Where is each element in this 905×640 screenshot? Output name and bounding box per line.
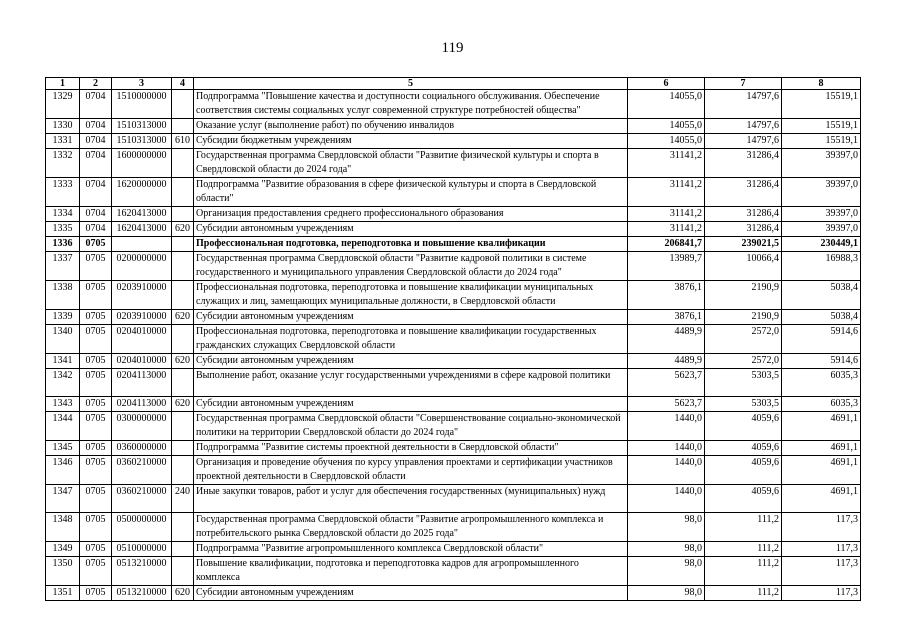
target-article-cell: 1510313000	[112, 119, 172, 134]
item-name-cell: Субсидии автономным учреждениям	[194, 310, 628, 325]
amount-cell-col8: 5914,6	[782, 354, 861, 369]
expense-type-cell	[172, 369, 194, 397]
row-number-cell: 1336	[46, 237, 80, 252]
target-article-cell: 0203910000	[112, 310, 172, 325]
section-code-cell: 0704	[80, 119, 112, 134]
target-article-cell: 0513210000	[112, 586, 172, 601]
item-name-cell: Подпрограмма "Повышение качества и доступности социального обслуживания. Обеспечение соответствия системы социальных услуг современной структуре потребностей общества"	[194, 90, 628, 119]
section-code-cell: 0705	[80, 252, 112, 281]
item-name-cell: Субсидии автономным учреждениям	[194, 222, 628, 237]
row-number-cell: 1333	[46, 178, 80, 207]
amount-cell-col7: 2572,0	[705, 354, 782, 369]
expense-type-cell	[172, 412, 194, 441]
amount-cell-col6: 31141,2	[628, 149, 705, 178]
item-name-cell: Иные закупки товаров, работ и услуг для обеспечения государственных (муниципальных) нужд	[194, 485, 628, 513]
amount-cell-col8: 15519,1	[782, 134, 861, 149]
row-number-cell: 1329	[46, 90, 80, 119]
row-number-cell: 1330	[46, 119, 80, 134]
expense-type-cell	[172, 237, 194, 252]
amount-cell-col8: 117,3	[782, 542, 861, 557]
row-number-cell: 1332	[46, 149, 80, 178]
amount-cell-col8: 6035,3	[782, 397, 861, 412]
amount-cell-col7: 111,2	[705, 557, 782, 586]
amount-cell-col8: 5038,4	[782, 281, 861, 310]
expense-type-cell: 620	[172, 222, 194, 237]
row-number-cell: 1347	[46, 485, 80, 513]
table-row	[46, 90, 861, 119]
amount-cell-col7: 111,2	[705, 542, 782, 557]
amount-cell-col6: 98,0	[628, 513, 705, 542]
amount-cell-col8: 15519,1	[782, 119, 861, 134]
section-code-cell: 0705	[80, 354, 112, 369]
amount-cell-col7: 111,2	[705, 513, 782, 542]
amount-cell-col8: 6035,3	[782, 369, 861, 397]
section-code-cell: 0705	[80, 397, 112, 412]
amount-cell-col7: 4059,6	[705, 441, 782, 456]
amount-cell-col6: 1440,0	[628, 441, 705, 456]
table-row	[46, 557, 861, 586]
expense-type-cell	[172, 542, 194, 557]
item-name-cell: Организация предоставления среднего профессионального образования	[194, 207, 628, 222]
page-number: 119	[441, 40, 464, 56]
expense-type-cell	[172, 281, 194, 310]
amount-cell-col7: 14797,6	[705, 134, 782, 149]
amount-cell-col7: 2190,9	[705, 281, 782, 310]
amount-cell-col7: 2190,9	[705, 310, 782, 325]
amount-cell-col8: 4691,1	[782, 456, 861, 485]
header-cell: 4	[172, 78, 194, 90]
item-name-cell: Организация и проведение обучения по курсу управления проектами и сертификации участников проектной деятельности в Свердловской области	[194, 456, 628, 485]
section-code-cell: 0705	[80, 456, 112, 485]
table-row	[46, 485, 861, 513]
item-name-cell: Профессиональная подготовка, переподготовка и повышение квалификации государственных гражданских служащих Свердловской области	[194, 325, 628, 354]
amount-cell-col6: 31141,2	[628, 222, 705, 237]
section-code-cell: 0705	[80, 485, 112, 513]
amount-cell-col8: 15519,1	[782, 90, 861, 119]
section-code-cell: 0705	[80, 310, 112, 325]
item-name-cell: Субсидии автономным учреждениям	[194, 586, 628, 601]
amount-cell-col8: 117,3	[782, 557, 861, 586]
row-number-cell: 1346	[46, 456, 80, 485]
header-cell: 6	[628, 78, 705, 90]
expense-type-cell	[172, 119, 194, 134]
item-name-cell: Государственная программа Свердловской области "Развитие физической культуры и спорта в Свердловской области до 2024 года"	[194, 149, 628, 178]
amount-cell-col7: 5303,5	[705, 369, 782, 397]
table-row	[46, 237, 861, 252]
target-article-cell: 0360000000	[112, 441, 172, 456]
table-row	[46, 542, 861, 557]
amount-cell-col6: 3876,1	[628, 281, 705, 310]
amount-cell-col6: 5623,7	[628, 369, 705, 397]
expense-type-cell	[172, 252, 194, 281]
section-code-cell: 0705	[80, 325, 112, 354]
section-code-cell: 0704	[80, 149, 112, 178]
section-code-cell: 0704	[80, 90, 112, 119]
item-name-cell: Оказание услуг (выполнение работ) по обучению инвалидов	[194, 119, 628, 134]
table-row	[46, 207, 861, 222]
expense-type-cell	[172, 90, 194, 119]
expense-type-cell	[172, 557, 194, 586]
expense-type-cell	[172, 456, 194, 485]
amount-cell-col7: 31286,4	[705, 222, 782, 237]
item-name-cell: Государственная программа Свердловской области "Совершенствование социально-экономической политики на территории Свердловской области до 2024 года"	[194, 412, 628, 441]
row-number-cell: 1334	[46, 207, 80, 222]
item-name-cell: Профессиональная подготовка, переподготовка и повышение квалификации	[194, 237, 628, 252]
table-row	[46, 222, 861, 237]
expense-type-cell: 620	[172, 354, 194, 369]
amount-cell-col7: 14797,6	[705, 119, 782, 134]
row-number-cell: 1338	[46, 281, 80, 310]
row-number-cell: 1348	[46, 513, 80, 542]
amount-cell-col7: 10066,4	[705, 252, 782, 281]
table-row	[46, 149, 861, 178]
item-name-cell: Профессиональная подготовка, переподготовка и повышение квалификации муниципальных служащих и лиц, замещающих муниципальные должности, в Свердловской области	[194, 281, 628, 310]
section-code-cell: 0705	[80, 281, 112, 310]
amount-cell-col6: 14055,0	[628, 119, 705, 134]
amount-cell-col7: 5303,5	[705, 397, 782, 412]
section-code-cell: 0705	[80, 586, 112, 601]
target-article-cell: 1620413000	[112, 222, 172, 237]
expense-type-cell: 620	[172, 586, 194, 601]
table-row	[46, 586, 861, 601]
budget-table	[45, 77, 861, 601]
table-row	[46, 354, 861, 369]
target-article-cell: 1510000000	[112, 90, 172, 119]
header-cell: 8	[782, 78, 861, 90]
header-cell: 5	[194, 78, 628, 90]
target-article-cell: 0360210000	[112, 456, 172, 485]
amount-cell-col6: 14055,0	[628, 90, 705, 119]
target-article-cell: 0204113000	[112, 369, 172, 397]
header-cell: 3	[112, 78, 172, 90]
section-code-cell: 0704	[80, 178, 112, 207]
amount-cell-col7: 14797,6	[705, 90, 782, 119]
table-row	[46, 119, 861, 134]
row-number-cell: 1344	[46, 412, 80, 441]
expense-type-cell	[172, 149, 194, 178]
section-code-cell: 0704	[80, 207, 112, 222]
amount-cell-col6: 1440,0	[628, 456, 705, 485]
row-number-cell: 1331	[46, 134, 80, 149]
amount-cell-col7: 111,2	[705, 586, 782, 601]
expense-type-cell	[172, 325, 194, 354]
item-name-cell: Субсидии автономным учреждениям	[194, 354, 628, 369]
expense-type-cell: 240	[172, 485, 194, 513]
section-code-cell: 0705	[80, 542, 112, 557]
amount-cell-col7: 2572,0	[705, 325, 782, 354]
expense-type-cell	[172, 513, 194, 542]
target-article-cell	[112, 237, 172, 252]
amount-cell-col8: 117,3	[782, 513, 861, 542]
section-code-cell: 0705	[80, 557, 112, 586]
amount-cell-col7: 31286,4	[705, 149, 782, 178]
amount-cell-col6: 206841,7	[628, 237, 705, 252]
row-number-cell: 1340	[46, 325, 80, 354]
amount-cell-col8: 39397,0	[782, 178, 861, 207]
row-number-cell: 1350	[46, 557, 80, 586]
table-row	[46, 456, 861, 485]
row-number-cell: 1339	[46, 310, 80, 325]
amount-cell-col8: 230449,1	[782, 237, 861, 252]
table-row	[46, 513, 861, 542]
table-row	[46, 281, 861, 310]
amount-cell-col6: 4489,9	[628, 325, 705, 354]
amount-cell-col8: 4691,1	[782, 485, 861, 513]
row-number-cell: 1335	[46, 222, 80, 237]
target-article-cell: 0204010000	[112, 354, 172, 369]
expense-type-cell	[172, 441, 194, 456]
section-code-cell: 0705	[80, 441, 112, 456]
amount-cell-col7: 31286,4	[705, 178, 782, 207]
header-cell: 2	[80, 78, 112, 90]
target-article-cell: 0513210000	[112, 557, 172, 586]
amount-cell-col8: 4691,1	[782, 412, 861, 441]
section-code-cell: 0705	[80, 237, 112, 252]
amount-cell-col6: 31141,2	[628, 207, 705, 222]
amount-cell-col7: 239021,5	[705, 237, 782, 252]
table-body	[46, 90, 861, 601]
amount-cell-col7: 4059,6	[705, 485, 782, 513]
expense-type-cell	[172, 178, 194, 207]
target-article-cell: 0500000000	[112, 513, 172, 542]
header-cell: 1	[46, 78, 80, 90]
section-code-cell: 0705	[80, 369, 112, 397]
table-header-row	[46, 78, 861, 90]
target-article-cell: 0203910000	[112, 281, 172, 310]
table-row	[46, 369, 861, 397]
amount-cell-col6: 98,0	[628, 557, 705, 586]
amount-cell-col8: 16988,3	[782, 252, 861, 281]
row-number-cell: 1341	[46, 354, 80, 369]
amount-cell-col8: 117,3	[782, 586, 861, 601]
amount-cell-col6: 1440,0	[628, 485, 705, 513]
target-article-cell: 1620413000	[112, 207, 172, 222]
target-article-cell: 0204010000	[112, 325, 172, 354]
amount-cell-col6: 13989,7	[628, 252, 705, 281]
amount-cell-col6: 31141,2	[628, 178, 705, 207]
amount-cell-col6: 1440,0	[628, 412, 705, 441]
amount-cell-col8: 39397,0	[782, 222, 861, 237]
item-name-cell: Выполнение работ, оказание услуг государственными учреждениями в сфере кадровой политики	[194, 369, 628, 397]
amount-cell-col6: 14055,0	[628, 134, 705, 149]
item-name-cell: Субсидии автономным учреждениям	[194, 397, 628, 412]
row-number-cell: 1349	[46, 542, 80, 557]
table-row	[46, 252, 861, 281]
row-number-cell: 1342	[46, 369, 80, 397]
row-number-cell: 1351	[46, 586, 80, 601]
row-number-cell: 1343	[46, 397, 80, 412]
item-name-cell: Подпрограмма "Развитие агропромышленного комплекса Свердловской области"	[194, 542, 628, 557]
expense-type-cell: 610	[172, 134, 194, 149]
target-article-cell: 0204113000	[112, 397, 172, 412]
row-number-cell: 1345	[46, 441, 80, 456]
amount-cell-col8: 39397,0	[782, 207, 861, 222]
amount-cell-col6: 98,0	[628, 542, 705, 557]
expense-type-cell: 620	[172, 397, 194, 412]
section-code-cell: 0704	[80, 134, 112, 149]
amount-cell-col8: 39397,0	[782, 149, 861, 178]
header-cell: 7	[705, 78, 782, 90]
amount-cell-col6: 3876,1	[628, 310, 705, 325]
section-code-cell: 0705	[80, 513, 112, 542]
section-code-cell: 0705	[80, 412, 112, 441]
target-article-cell: 1600000000	[112, 149, 172, 178]
table-row	[46, 397, 861, 412]
table-row	[46, 325, 861, 354]
table-row	[46, 441, 861, 456]
amount-cell-col8: 4691,1	[782, 441, 861, 456]
target-article-cell: 1620000000	[112, 178, 172, 207]
item-name-cell: Подпрограмма "Развитие образования в сфере физической культуры и спорта в Свердловской области"	[194, 178, 628, 207]
amount-cell-col6: 4489,9	[628, 354, 705, 369]
amount-cell-col6: 5623,7	[628, 397, 705, 412]
table-row	[46, 310, 861, 325]
item-name-cell: Государственная программа Свердловской области "Развитие кадровой политики в системе государственного и муниципального управления Свердловской области до 2024 года"	[194, 252, 628, 281]
amount-cell-col7: 31286,4	[705, 207, 782, 222]
table-row	[46, 178, 861, 207]
amount-cell-col7: 4059,6	[705, 412, 782, 441]
target-article-cell: 0300000000	[112, 412, 172, 441]
expense-type-cell	[172, 207, 194, 222]
item-name-cell: Субсидии бюджетным учреждениям	[194, 134, 628, 149]
table-row	[46, 134, 861, 149]
target-article-cell: 1510313000	[112, 134, 172, 149]
amount-cell-col8: 5914,6	[782, 325, 861, 354]
target-article-cell: 0200000000	[112, 252, 172, 281]
item-name-cell: Государственная программа Свердловской области "Развитие агропромышленного комплекса и потребительского рынка Свердловской области до 2025 года"	[194, 513, 628, 542]
item-name-cell: Повышение квалификации, подготовка и переподготовка кадров для агропромышленного комплекса	[194, 557, 628, 586]
target-article-cell: 0360210000	[112, 485, 172, 513]
row-number-cell: 1337	[46, 252, 80, 281]
table-row	[46, 412, 861, 441]
section-code-cell: 0704	[80, 222, 112, 237]
amount-cell-col7: 4059,6	[705, 456, 782, 485]
target-article-cell: 0510000000	[112, 542, 172, 557]
amount-cell-col6: 98,0	[628, 586, 705, 601]
amount-cell-col8: 5038,4	[782, 310, 861, 325]
item-name-cell: Подпрограмма "Развитие системы проектной деятельности в Свердловской области"	[194, 441, 628, 456]
expense-type-cell: 620	[172, 310, 194, 325]
